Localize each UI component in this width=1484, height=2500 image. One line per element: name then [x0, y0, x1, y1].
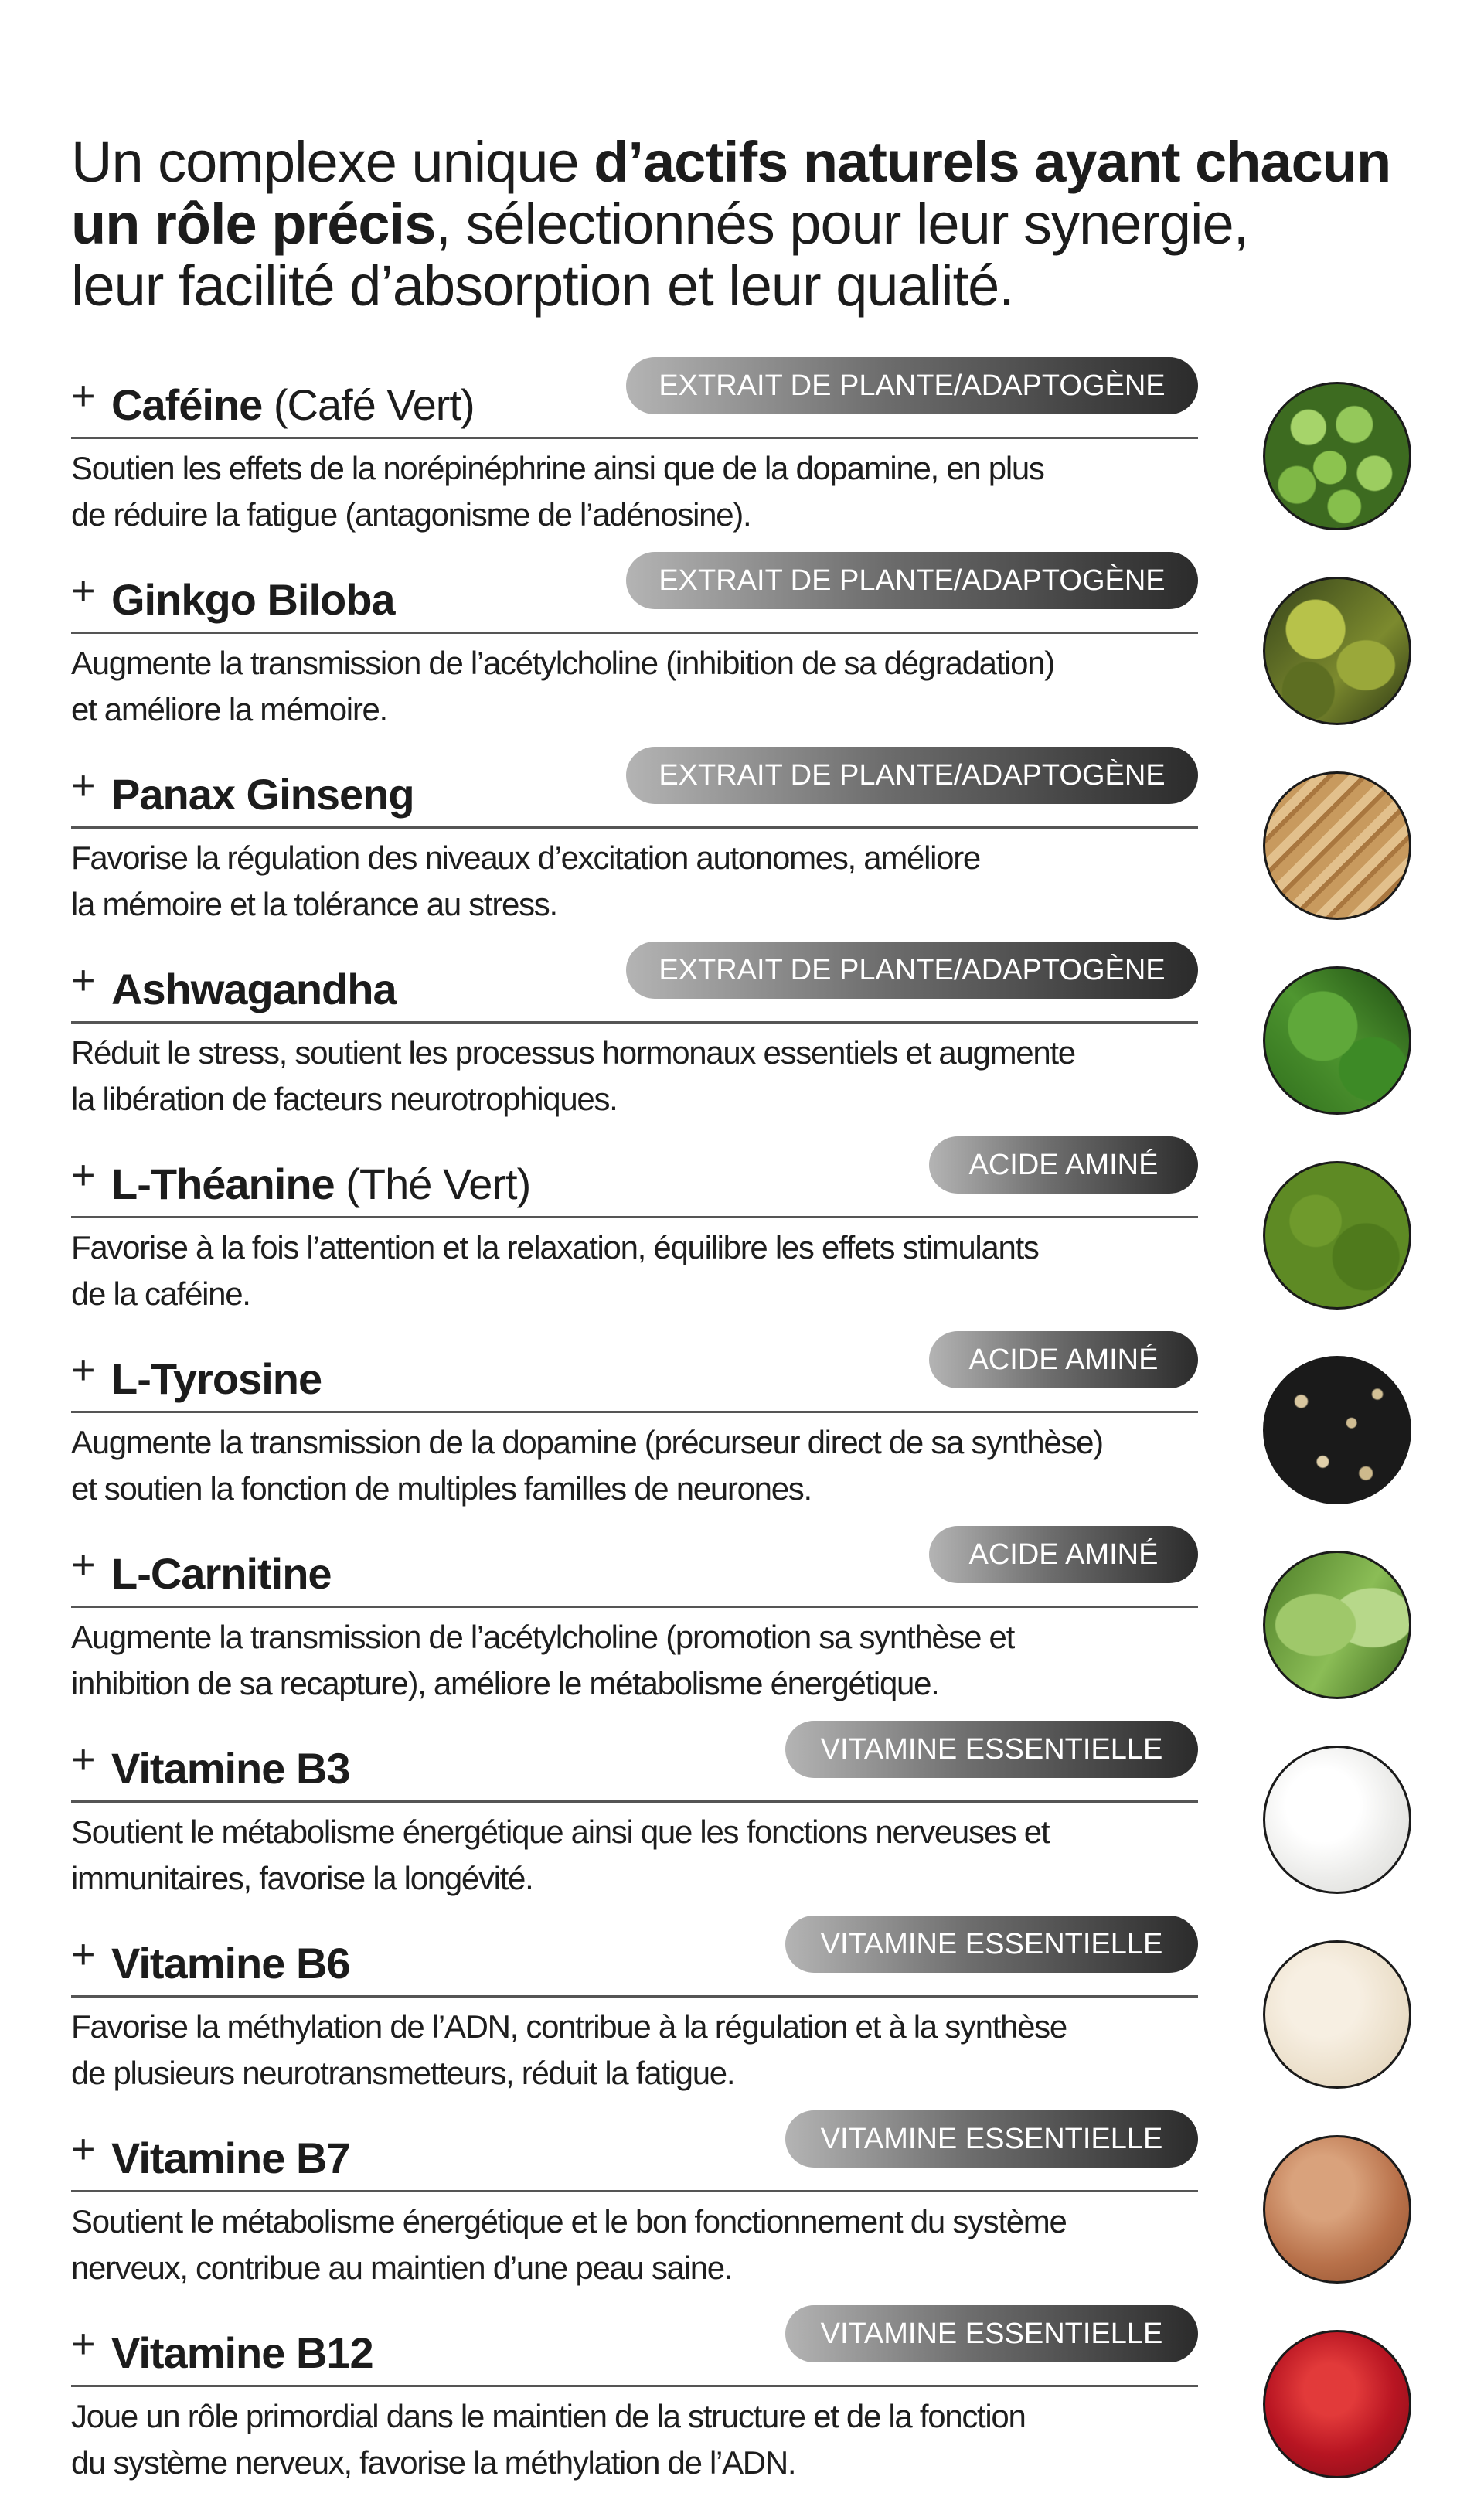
intro-line3-regular: leur facilité d’absorption et leur qualité.	[71, 254, 1014, 318]
ingredient-name	[111, 575, 395, 625]
ingredient-name-text: Vitamine B3	[111, 1744, 350, 1793]
ingredient-name	[111, 2328, 373, 2378]
ingredient-item-l-carnitine	[71, 1526, 1198, 1721]
plus-icon: +	[71, 1347, 96, 1393]
ingredient-name-text: L-Théanine	[111, 1160, 335, 1208]
ingredient-source: (Thé Vert)	[334, 1160, 531, 1208]
ingredient-description	[71, 1419, 1207, 1512]
ingredient-header	[71, 1526, 1198, 1608]
description-line-2: la libération de facteurs neurotrophiques.	[71, 1081, 618, 1117]
category-badge: VITAMINE ESSENTIELLE	[785, 1916, 1198, 1973]
ingredient-description	[71, 2004, 1207, 2096]
black-sesame-seeds-image	[1263, 1356, 1411, 1504]
category-badge: EXTRAIT DE PLANTE/ADAPTOGÈNE	[626, 747, 1198, 804]
ingredient-item-ashwagandha	[71, 942, 1198, 1136]
ingredient-item-panax-ginseng	[71, 747, 1198, 942]
ingredient-name-text: Ginkgo Biloba	[111, 575, 395, 624]
ingredient-header	[71, 747, 1198, 829]
green-tea-powder-image	[1263, 1161, 1411, 1310]
ingredient-name	[111, 770, 414, 819]
plus-icon: +	[71, 567, 96, 614]
ingredient-name	[111, 1354, 322, 1404]
ingredient-name	[111, 1160, 530, 1209]
description-line-2: de la caféine.	[71, 1276, 250, 1312]
category-badge: ACIDE AMINÉ	[929, 1331, 1198, 1388]
category-badge: ACIDE AMINÉ	[929, 1136, 1198, 1194]
ingredient-header	[71, 1916, 1198, 1998]
ingredient-item-vitamine-b6	[71, 1916, 1198, 2110]
ingredient-item-ginkgo-biloba	[71, 552, 1198, 747]
description-line-1: Augmente la transmission de l’acétylcholine (promotion sa synthèse et	[71, 1619, 1014, 1655]
ingredient-item-vitamine-b3	[71, 1721, 1198, 1916]
category-badge: ACIDE AMINÉ	[929, 1526, 1198, 1583]
plus-icon: +	[71, 762, 96, 809]
ingredient-item-cafeine	[71, 357, 1198, 552]
ingredient-description	[71, 1030, 1207, 1122]
description-line-2: et améliore la mémoire.	[71, 691, 387, 727]
ingredient-name	[111, 1744, 350, 1793]
category-badge: EXTRAIT DE PLANTE/ADAPTOGÈNE	[626, 357, 1198, 414]
ingredient-name-text: Vitamine B6	[111, 1939, 350, 1987]
description-line-2: inhibition de sa recapture), améliore le métabolisme énergétique.	[71, 1665, 939, 1701]
intro-line1-bold: d’actifs naturels ayant chacun	[594, 130, 1391, 194]
description-line-1: Soutien les effets de la norépinéphrine ainsi que de la dopamine, en plus	[71, 450, 1044, 486]
plus-icon: +	[71, 2321, 96, 2367]
ingredient-header	[71, 1721, 1198, 1803]
ingredient-header	[71, 1331, 1198, 1413]
red-powder-image	[1263, 2330, 1411, 2478]
ingredient-name-text: Caféine	[111, 380, 263, 429]
plus-icon: +	[71, 1152, 96, 1198]
ingredient-name-text: Vitamine B12	[111, 2328, 373, 2377]
description-line-1: Favorise la régulation des niveaux d’excitation autonomes, améliore	[71, 840, 980, 876]
ingredient-name	[111, 380, 475, 430]
plus-icon: +	[71, 1541, 96, 1588]
ginkgo-leaves-image	[1263, 577, 1411, 725]
description-line-1: Soutient le métabolisme énergétique et le bon fonctionnement du système	[71, 2203, 1067, 2239]
intro-line2-bold: un rôle précis	[71, 192, 436, 256]
white-powder-image	[1263, 1746, 1411, 1894]
description-line-2: de plusieurs neurotransmetteurs, réduit la fatigue.	[71, 2055, 735, 2091]
green-coffee-beans-image	[1263, 382, 1411, 530]
ingredient-name-text: Ashwagandha	[111, 965, 397, 1013]
ingredient-description	[71, 2393, 1207, 2486]
ingredient-item-vitamine-b7	[71, 2110, 1198, 2305]
cream-powder-image	[1263, 1940, 1411, 2089]
description-line-2: de réduire la fatigue (antagonisme de l’adénosine).	[71, 496, 751, 533]
description-line-1: Favorise la méthylation de l’ADN, contribue à la régulation et à la synthèse	[71, 2008, 1067, 2045]
ingredient-header	[71, 1136, 1198, 1218]
ingredient-name-text: L-Tyrosine	[111, 1354, 322, 1403]
intro-line2-regular: , sélectionnés pour leur synergie,	[435, 192, 1249, 256]
ingredient-name	[111, 1939, 350, 1988]
intro-line1-regular: Un complexe unique	[71, 130, 594, 194]
description-line-2: et soutien la fonction de multiples familles de neurones.	[71, 1470, 812, 1507]
description-line-2: immunitaires, favorise la longévité.	[71, 1860, 533, 1896]
ingredient-header	[71, 2110, 1198, 2192]
ingredient-item-l-tyrosine	[71, 1331, 1198, 1526]
intro-heading	[71, 131, 1447, 317]
ingredient-name-text: Panax Ginseng	[111, 770, 414, 819]
description-line-1: Joue un rôle primordial dans le maintien de la structure et de la fonction	[71, 2398, 1026, 2434]
ingredient-name	[111, 965, 397, 1014]
description-line-1: Réduit le stress, soutient les processus hormonaux essentiels et augmente	[71, 1034, 1075, 1071]
ingredient-description	[71, 1809, 1207, 1902]
category-badge: EXTRAIT DE PLANTE/ADAPTOGÈNE	[626, 552, 1198, 609]
plus-icon: +	[71, 2126, 96, 2172]
description-line-1: Augmente la transmission de l’acétylcholine (inhibition de sa dégradation)	[71, 645, 1054, 681]
plus-icon: +	[71, 957, 96, 1003]
category-badge: EXTRAIT DE PLANTE/ADAPTOGÈNE	[626, 942, 1198, 999]
ingredient-description	[71, 2199, 1207, 2291]
green-leaves-image	[1263, 1551, 1411, 1699]
ingredient-description	[71, 1614, 1207, 1707]
category-badge: VITAMINE ESSENTIELLE	[785, 2110, 1198, 2168]
description-line-2: nerveux, contribue au maintien d’une peau saine.	[71, 2250, 733, 2286]
ingredient-name	[111, 1549, 332, 1599]
description-line-2: la mémoire et la tolérance au stress.	[71, 886, 557, 922]
plus-icon: +	[71, 373, 96, 419]
ingredient-source: (Café Vert)	[262, 380, 475, 429]
ingredient-name-text: Vitamine B7	[111, 2134, 350, 2182]
ingredient-name	[111, 2134, 350, 2183]
description-line-1: Favorise à la fois l’attention et la relaxation, équilibre les effets stimulants	[71, 1229, 1039, 1265]
ingredient-description	[71, 640, 1207, 733]
description-line-2: du système nerveux, favorise la méthylation de l’ADN.	[71, 2444, 796, 2481]
ashwagandha-leaves-image	[1263, 966, 1411, 1115]
category-badge: VITAMINE ESSENTIELLE	[785, 2305, 1198, 2362]
ingredient-name-text: L-Carnitine	[111, 1549, 332, 1598]
ingredient-header	[71, 552, 1198, 634]
category-badge: VITAMINE ESSENTIELLE	[785, 1721, 1198, 1778]
description-line-1: Augmente la transmission de la dopamine (précurseur direct de sa synthèse)	[71, 1424, 1103, 1460]
brown-powder-image	[1263, 2135, 1411, 2284]
ingredient-item-vitamine-b12	[71, 2305, 1198, 2500]
description-line-1: Soutient le métabolisme énergétique ainsi que les fonctions nerveuses et	[71, 1814, 1050, 1850]
ingredient-item-l-theanine	[71, 1136, 1198, 1331]
ingredient-description	[71, 445, 1207, 538]
ginseng-root-image	[1263, 771, 1411, 920]
ingredient-header	[71, 2305, 1198, 2387]
plus-icon: +	[71, 1931, 96, 1977]
ingredient-header	[71, 942, 1198, 1024]
ingredient-description	[71, 1224, 1207, 1317]
ingredient-description	[71, 835, 1207, 928]
plus-icon: +	[71, 1736, 96, 1783]
ingredient-header	[71, 357, 1198, 439]
